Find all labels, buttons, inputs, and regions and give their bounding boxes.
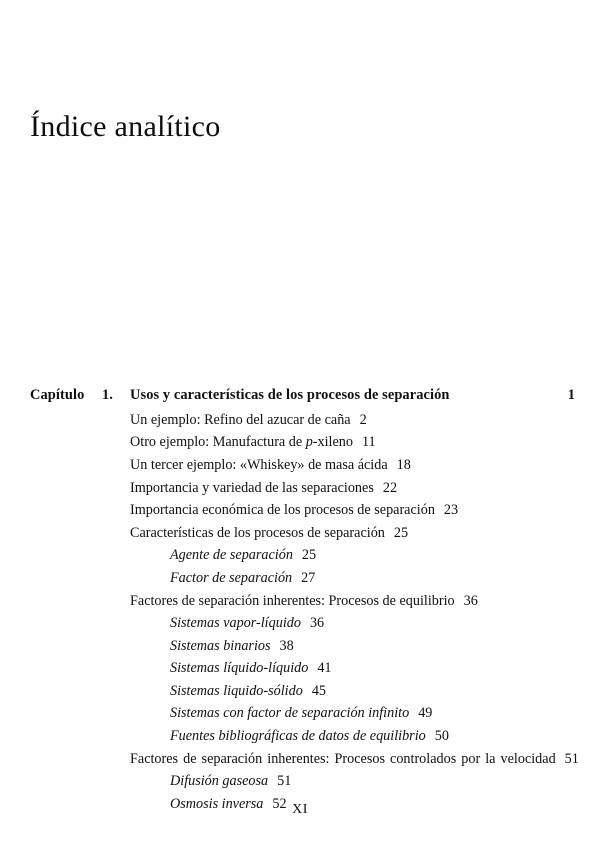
toc-entry-label: Difusión gaseosa bbox=[170, 773, 269, 790]
toc-entry-page: 11 bbox=[361, 434, 376, 451]
toc-entry-label: Características de los procesos de separación bbox=[130, 524, 385, 541]
toc-entry-label: Sistemas líquido-líquido bbox=[170, 660, 309, 677]
toc-entry-page: 22 bbox=[382, 479, 398, 496]
toc-entry-page: 41 bbox=[317, 660, 332, 677]
toc-entry[interactable] bbox=[130, 523, 575, 545]
page-title: Índice analítico bbox=[30, 110, 221, 143]
toc-entry[interactable] bbox=[170, 613, 575, 635]
toc-entry-label: Factores de separación inherentes: Procesos controlados por la velocidad bbox=[130, 750, 556, 767]
toc-entry-label: Otro ejemplo: Manufactura de p-xileno bbox=[130, 434, 353, 451]
chapter-label: Capítulo bbox=[30, 387, 85, 403]
toc-entry-page: 25 bbox=[301, 547, 317, 564]
chapter-title: Usos y características de los procesos de separación bbox=[130, 387, 450, 403]
toc-entry-page: 49 bbox=[418, 705, 433, 722]
toc-entry-label: Fuentes bibliográficas de datos de equilibrio bbox=[170, 727, 426, 744]
toc-entry-page: 52 bbox=[272, 795, 287, 812]
toc-entry[interactable] bbox=[130, 500, 575, 522]
chapter-number: 1. bbox=[102, 387, 113, 403]
toc-entry-page: 23 bbox=[443, 502, 459, 519]
table-of-contents bbox=[30, 385, 579, 816]
toc-entry-label: Importancia y variedad de las separaciones bbox=[130, 479, 374, 496]
toc-entry-page: 45 bbox=[311, 682, 327, 699]
toc-entry-page: 18 bbox=[396, 457, 411, 474]
toc-entry-label: Osmosis inversa bbox=[170, 795, 264, 812]
toc-entry-label: Agente de separación bbox=[170, 547, 293, 564]
page-folio: XI bbox=[292, 802, 308, 817]
toc-entry[interactable] bbox=[170, 545, 575, 567]
toc-entry[interactable] bbox=[170, 681, 575, 703]
toc-entry-label: Un tercer ejemplo: «Whiskey» de masa ácida bbox=[130, 457, 388, 474]
toc-entry[interactable] bbox=[170, 568, 575, 590]
toc-entry-list bbox=[130, 410, 579, 815]
toc-entry-label: Sistemas con factor de separación infinito bbox=[170, 705, 410, 722]
toc-entry-page: 36 bbox=[463, 592, 478, 609]
toc-entry[interactable] bbox=[130, 591, 575, 613]
toc-entry[interactable] bbox=[170, 771, 575, 793]
toc-entry-label: Sistemas vapor-líquido bbox=[170, 615, 301, 632]
toc-entry-label: Sistemas liquido-sólido bbox=[170, 682, 303, 699]
toc-entry[interactable] bbox=[130, 749, 585, 771]
chapter-heading[interactable] bbox=[30, 385, 575, 407]
toc-entry-page: 50 bbox=[434, 727, 449, 744]
toc-entry-label: Sistemas binarios bbox=[170, 637, 271, 654]
toc-entry-label: Factor de separación bbox=[170, 569, 293, 586]
toc-entry[interactable] bbox=[130, 410, 575, 432]
toc-entry-page: 2 bbox=[359, 411, 367, 428]
toc-entry[interactable] bbox=[170, 658, 575, 680]
toc-entry-page: 36 bbox=[309, 615, 325, 632]
toc-entry-label: Un ejemplo: Refino del azucar de caña bbox=[130, 411, 351, 428]
toc-entry-page: 38 bbox=[279, 637, 294, 654]
toc-entry[interactable] bbox=[170, 703, 575, 725]
toc-entry[interactable] bbox=[130, 432, 575, 454]
toc-entry-label: Importancia económica de los procesos de separación bbox=[130, 502, 435, 519]
toc-entry[interactable] bbox=[170, 726, 575, 748]
toc-entry-page: 25 bbox=[393, 524, 409, 541]
toc-entry[interactable] bbox=[170, 636, 575, 658]
toc-entry-page: 27 bbox=[301, 569, 316, 586]
toc-entry-page: 51 bbox=[564, 750, 579, 767]
toc-entry-page: 51 bbox=[277, 773, 292, 790]
toc-entry-label: Factores de separación inherentes: Procesos de equilibrio bbox=[130, 592, 455, 609]
toc-entry[interactable] bbox=[130, 455, 575, 477]
toc-entry[interactable] bbox=[130, 478, 575, 500]
chapter-page-number: 1 bbox=[567, 387, 575, 403]
